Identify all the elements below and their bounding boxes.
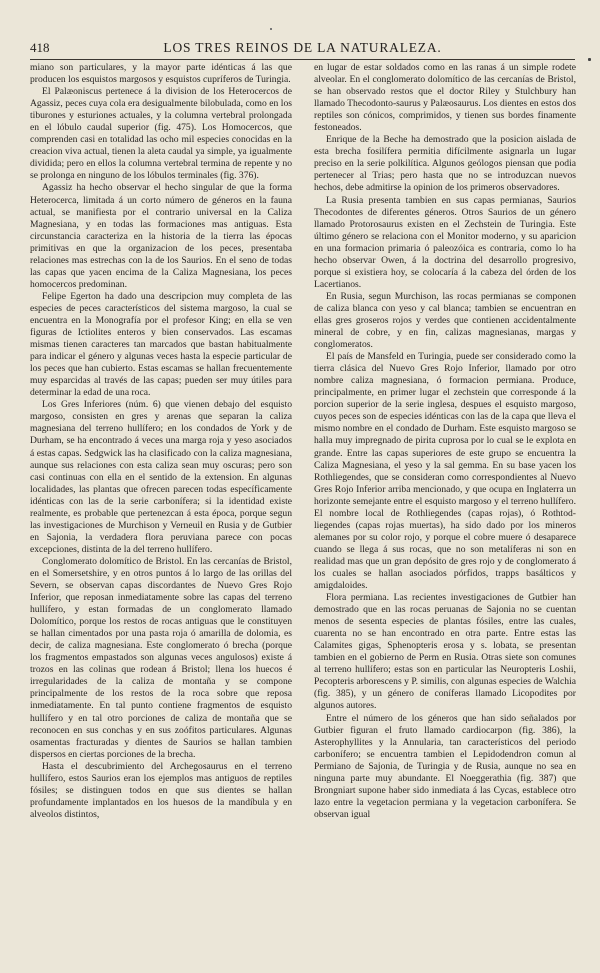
right-column-paragraph: Flora permiana. Las recientes investigaciones de Gutbier han demostrado que en las rocas peruanas de Sajonia no se cuentan menos de sesenta especies de plantas fósiles, entre las cuales, cuarenta no se han encontrado en otra parte. Entre estas las Calamites gigas, Sphenopteris erosa y s. lobata, se presentan tambien en el gobierno de Perm en Rusia. Otras siete son comunes al terreno hullífero; estas son en particular las Neuropteris Loshii, Pecopteris arborescens y P. similis, con algunas especies de Walchia (fig. 385), y un género de coníferas llamado Licopodites por algunos autores. [314,592,576,712]
left-column-paragraph: El Palæoniscus pertenece á la division de los Heterocercos de Agassiz, peces cuya cola era desigualmente bilobulada, como en los tiburones y esturiones actuales, y la columna vertebral prolongada en el lóbulo caudal superior (fig. 475). Los Homocercos, que comprenden casi en totalidad las ocho mil especies conocidas en la creacion viva actual, tienen la aleta caudal ya simple, ya igualmente dividida; pero en ellos la columna vertebral termina de repente y no se prolonga en ninguno de los lóbulos terminales (fig. 376). [30,86,292,182]
running-header [30,40,575,58]
left-column-paragraph: miano son particulares, y la mayor parte idénticas á las que producen los esquistos margosos y esquistos cupríferos de Turingia. [30,62,292,86]
right-column-paragraph: La Rusia presenta tambien en sus capas permianas, Saurios Thecodontes de diferentes géneros. Otros Saurios de un género llamado Protorosaurus existen en el Zechstein de Turingia. Este último género se relaciona con el Monitor moderno, y su aparicion en una formacion primaria ó paleozóica es contraria, como lo ha hecho observar Owen, á la doctrina del desarrollo progresivo, porque si existiera hoy, se colocaría á la cabeza del órden de los Lacertianos. [314,194,576,290]
right-column-paragraph: Enrique de la Beche ha demostrado que la posicion aislada de esta brecha fosilífera permitia difícilmente asignarla un lugar preciso en la serie polkilítica. Algunos geólogos piensan que podia pertenecer al Trias; pero hasta que no se introduzcan nuevos hechos, debe admitirse la opinion de los primeros observadores. [314,134,576,194]
running-title: LOS TRES REINOS DE LA NATURALEZA. [163,40,442,55]
header-rule [30,59,575,60]
left-column [30,62,292,957]
right-column-paragraph: El país de Mansfeld en Turingia, puede ser considerado como la tierra clásica del Nuevo Gres Rojo Inferior, llamado por otro nombre caliza magnesiana, ó formacion permiana. Produce, principalmente, en primer lugar el zechstein que corresponde á la porcion superior de la serie inglesa, despues el esquisto margoso, cuyos peces son de especies idénticas con las de la capa que lleva el mismo nombre en el condado de Durham. Este esquisto margoso se halla muy impregnado de pirita cuprosa por lo cual se le explota en grande. Entre las capas superiores de este grupo se encuentra la Caliza Magnesiana, el yeso y la sal gemma. En su base yacen los Rothliegendes, que se consideran como correspondientes al Nuevo Gres Rojo Inferior arriba mencionado, y que ocupa en Inglaterra un horizonte semejante entre el esquisto margoso y el terreno hullífero. El nombre local de Rothliegendes (capas rojas), ó Rothtod-liegendes (capas rojas muertas), ha sido dado por los mineros alemanes por su color rojo, y porque el cobre muere ó desaparece cuando se llega á sus rocas, que no son metalíferas ni son en realidad mas que un gran depósito de gres rojo y de conglomerato á los cuales se hallan asociados pórfidos, trapps basálticos y amigdaloides. [314,351,576,592]
page-number: 418 [30,40,50,55]
left-column-paragraph: Los Gres Inferiores (núm. 6) que vienen debajo del esquisto margoso, consisten en gres y arenas que separan la caliza magnesiana del terreno hullífero; en los condados de York y de Durham, se ha encontrado á veces una marga roja y yeso asociados á estas capas. Sedgwick las ha clasificado con la caliza magnesiana, aunque sus relaciones con esta caliza sean muy oscuras; pero son casi continuas con ella en el sentido de la extension. En algunas localidades, las plantas que ofrecen parecen todas específicamente idénticas con las de la serie carbonífera; si la identidad existe realmente, es probable que pertenezcan á esta época, porque segun las investigaciones de Murchison y Verneuil en Rusia y de Gutbier en Sajonia, la verdadera flora peruviana parece con pocas excepciones, distinta de la del terreno hullífero. [30,399,292,555]
right-column-paragraph: Entre el número de los géneros que han sido señalados por Gutbier figuran el fruto llamado cardiocarpon (fig. 386), la Asterophyllites y la Annularia, tan característicos del periodo carbonífero; se encuentra tambien el Lepidodendron comun al Permiano de Sajonia, de Turingia y de Rusia, aunque no sea en ninguna parte muy abundante. El Noeggerathia (fig. 387) que Brongniart supone haber sido inmediata á las Cycas, establece otro lazo entre la vegetacion permiana y la vegetacion carbonífera. Se observan igual [314,712,576,820]
margin-mark [588,58,591,61]
right-column [314,62,576,957]
left-column-paragraph: Felipe Egerton ha dado una descripcion muy completa de las especies de peces característicos del sistema margoso, la cual se encuentra en la Monografía por el profesor King; en ella se ven figuras de Ictiolites enteros y bien conservados. Las escamas mismas tienen caracteres tan marcados que bastan habitualmente para indicar el género y algunas veces hasta la especie particular de los peces que han cubierto. Estas escamas se hallan frecuentemente muy esparcidas al través de las capas; pueden ser muy útiles para determinar la edad de una roca. [30,290,292,399]
right-column-paragraph: En Rusia, segun Murchison, las rocas permianas se componen de caliza blanca con yeso y cal blanca; tambien se encuentran en ellas gres groseros rojos y verdes que contienen accidentalmente mineral de cobre, y en fin, calizas magnesianas, margas y conglomeratos. [314,290,576,351]
left-column-paragraph: Conglomerato dolomítico de Bristol. En las cercanías de Bristol, en el Somersetshire, y en otros puntos á lo largo de las orillas del Severn, se observan capas discordantes de Nuevo Gres Rojo Inferior, que reposan inmediatamente sobre las capas del terreno hullífero, y estan formadas de un conglomerato llamado Dolomítico, porque los restos de rocas antiguas que le constituyen se hallan cimentados por una pasta roja ó amarilla de dolomia, es decir, de caliza magnesiana. Este conglomerato ó brecha (porque los fragmentos empastados son algunas veces angulosos) existe á trozos en las colinas que rodean á Bristol; llena los huecos é irregularidades de la caliza de montaña y se compone principalmente de los restos de la roca sobre que reposa inmediatamente. En tal punto contiene fragmentos de esquisto hullífero y en tal otro porciones de caliza de montaña que se reconocen en sus conchas y en sus zoófitos particulares. Algunas osamentas fracturadas y dientes de Saurios se hallan tambien dispersos en ciertas porciones de la brecha. [30,555,292,760]
right-column-paragraph: en lugar de estar soldados como en las ranas á un simple rodete alveolar. En el conglomerato dolomítico de las cercanías de Bristol, se han observado restos que el doctor Riley y Stulchbury han llamado Thecodonto-saurus y Palæosaurus. Los dientes en estos dos reptiles son cónicos, comprimidos, y tienen sus bordes finamente festoneados. [314,62,576,134]
left-column-paragraph: Agassiz ha hecho observar el hecho singular de que la forma Heterocerca, limitada á un corto número de géneros en la fauna actual, se manifiesta por el contrario universal en la Caliza Magnesiana, y en todas las formaciones mas antiguas. Esta circunstancia caracteriza en la historia de la tierra las épocas primitivas en que la organizacion de los peces, presentaba relaciones mas estrechas con la de los Saurios. En el seno de todas las capas que yacen encima de la Caliza Magnesiana, los peces homocercos predominan. [30,182,292,290]
left-column-paragraph: Hasta el descubrimiento del Archegosaurus en el terreno hullífero, estos Saurios eran los ejemplos mas antiguos de reptiles fósiles; se distinguen todos en que sus dientes se hallan profundamente implantados en los huesos de la mandíbula y en alveolos distintos, [30,760,292,820]
page-speck [270,28,272,30]
